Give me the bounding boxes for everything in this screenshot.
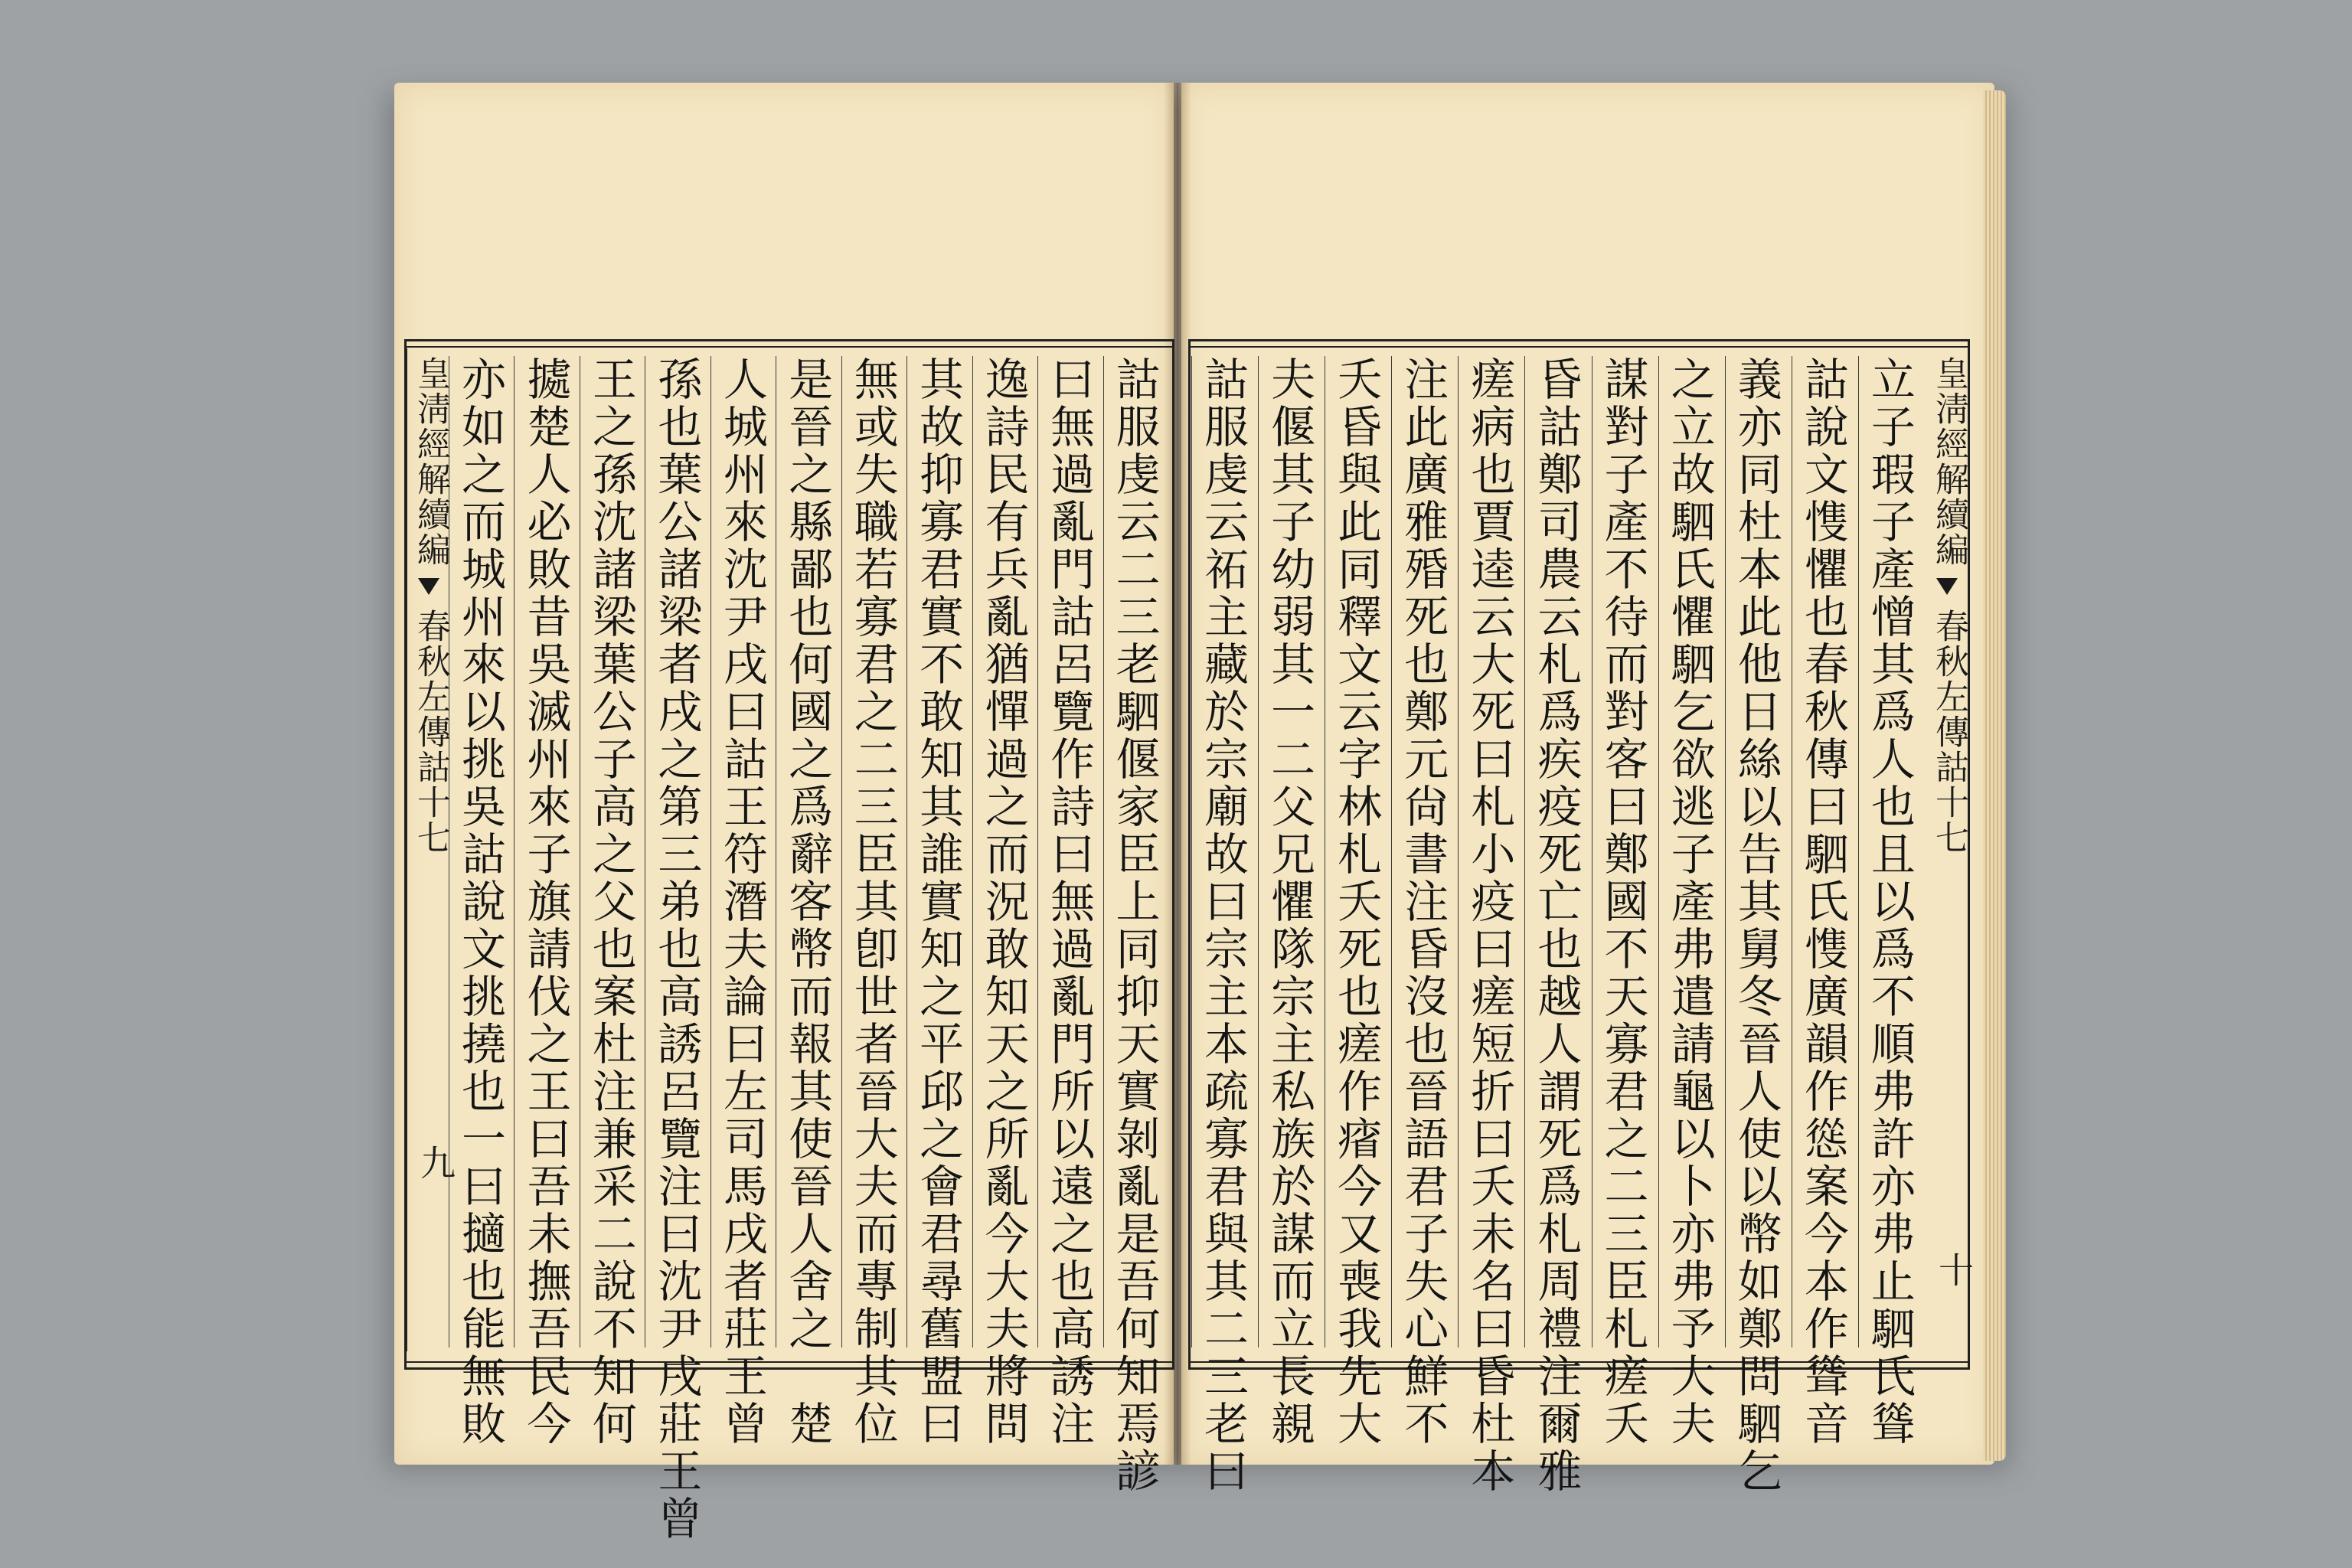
- right-page-column-text: 立子瑕子產憎其爲人也且以爲不順弗許亦弗止駟氏聳: [1863, 356, 1916, 1448]
- left-page-column-text: 王之孫沈諸梁葉公子高之父也案杜注兼采二說不知何: [584, 356, 637, 1448]
- left-page-column: [449, 356, 514, 1448]
- right-page-column-text: 瘥病也賈逵云大死曰札小疫曰瘥短折曰夭未名曰昏杜本: [1463, 356, 1516, 1495]
- left-page-column: [776, 356, 841, 1448]
- right-page-column-text: 義亦同杜本此他日絲以告其舅冬晉人使以幣如鄭問駟乞: [1730, 356, 1782, 1495]
- right-page-column: [1458, 356, 1525, 1495]
- right-margin-column: [1926, 348, 1975, 1351]
- left-page-column: [580, 356, 645, 1448]
- left-page-column: [710, 356, 776, 1448]
- right-page-column: [1592, 356, 1659, 1448]
- left-page-column-text: 亦如之而城州來以挑吳詁說文挑撓也一曰擿也能無敗: [454, 356, 506, 1448]
- left-margin-title: 皇淸經解續編: [411, 356, 450, 567]
- left-page-column-text: 無或失職若寡君之二三臣其卽世者晉大夫而專制其位: [846, 356, 899, 1448]
- left-page-column: [972, 356, 1038, 1448]
- left-margin-section: 春秋左傳詁十七: [411, 609, 450, 855]
- left-page-column-text: 㨿楚人必敗昔吳滅州來子旗請伐之王曰吾未撫吾民今: [519, 356, 572, 1448]
- left-page-column: [906, 356, 972, 1448]
- right-page-column: [1658, 356, 1726, 1448]
- left-page-column-text: 詁服虔云二三老駟偃家臣上同抑天實剝亂是吾何知焉諺: [1108, 356, 1161, 1495]
- right-margin-section: 春秋左傳詁十七: [1929, 609, 1968, 855]
- left-page-column-text: 人城州來沈尹戌曰詁王符潛夫論曰左司馬戌者莊王曾: [715, 356, 768, 1448]
- right-page-column: [1191, 356, 1259, 1495]
- right-page-number: 十: [1933, 1252, 1975, 1287]
- left-margin-column: [406, 348, 456, 1351]
- left-page-column: [1103, 356, 1169, 1495]
- right-page-column-text: 謀對子產不待而對客曰鄭國不天寡君之二三臣札瘥夭: [1596, 356, 1649, 1448]
- left-page-column-text: 是晉之縣鄙也何國之爲辭客幣而報其使晉人舍之 楚: [781, 356, 834, 1448]
- right-page-column-text: 夭昏與此同釋文云字林札夭死也瘥作㾪今又喪我先大: [1330, 356, 1383, 1448]
- left-page-column-text: 曰無過亂門詁呂覽作詩曰無過亂門所以遠之也高誘注: [1043, 356, 1096, 1448]
- right-margin-title: 皇淸經解續編: [1929, 356, 1968, 567]
- right-page-column-text: 昏詁鄭司農云札爲疾疫死亡也越人謂死爲札周禮注爾雅: [1530, 356, 1583, 1495]
- right-page-column-text: 夫偃其子幼弱其一二父兄懼隊宗主私族於謀而立長親: [1263, 356, 1316, 1448]
- right-page-column: [1524, 356, 1592, 1495]
- right-page-column: [1725, 356, 1792, 1495]
- right-page-column: [1391, 356, 1459, 1448]
- fish-tail-mark-right: [1936, 578, 1958, 595]
- right-page-column-text: 注此廣雅殙死也鄭元尙書注昏沒也晉語君子失心鮮不: [1396, 356, 1449, 1448]
- left-page-number: 九: [415, 1145, 456, 1180]
- left-page-column: [645, 356, 710, 1543]
- left-page-column: [514, 356, 580, 1448]
- right-page-column-text: 詁說文愯懼也春秋傳曰駟氏愯廣韻作慫案今本作聳音: [1796, 356, 1849, 1448]
- right-page-column: [1858, 356, 1926, 1448]
- fish-tail-mark: [418, 578, 439, 595]
- left-page-column-text: 其故抑寡君實不敢知其誰實知之平邱之會君尋舊盟曰: [912, 356, 965, 1448]
- page-edges: [1983, 90, 2006, 1461]
- right-page-column: [1258, 356, 1325, 1448]
- right-page-column: [1792, 356, 1859, 1448]
- left-page-column: [1037, 356, 1103, 1448]
- right-page-column: [1325, 356, 1392, 1448]
- right-page-column-text: 之立故駟氏懼駟乞欲逃子產弗遣請龜以卜亦弗予大夫: [1663, 356, 1716, 1448]
- left-page-column: [841, 356, 907, 1448]
- left-page-column-text: 逸詩民有兵亂猶憚過之而況敢知天之所亂今大夫將問: [977, 356, 1030, 1448]
- left-page-column-text: 孫也葉公諸梁者戌之第三弟也高誘呂覽注曰沈尹戌莊王曾: [650, 356, 703, 1543]
- right-page-column-text: 詁服虔云祏主藏於宗廟故曰宗主本疏寡君與其二三老曰: [1197, 356, 1249, 1495]
